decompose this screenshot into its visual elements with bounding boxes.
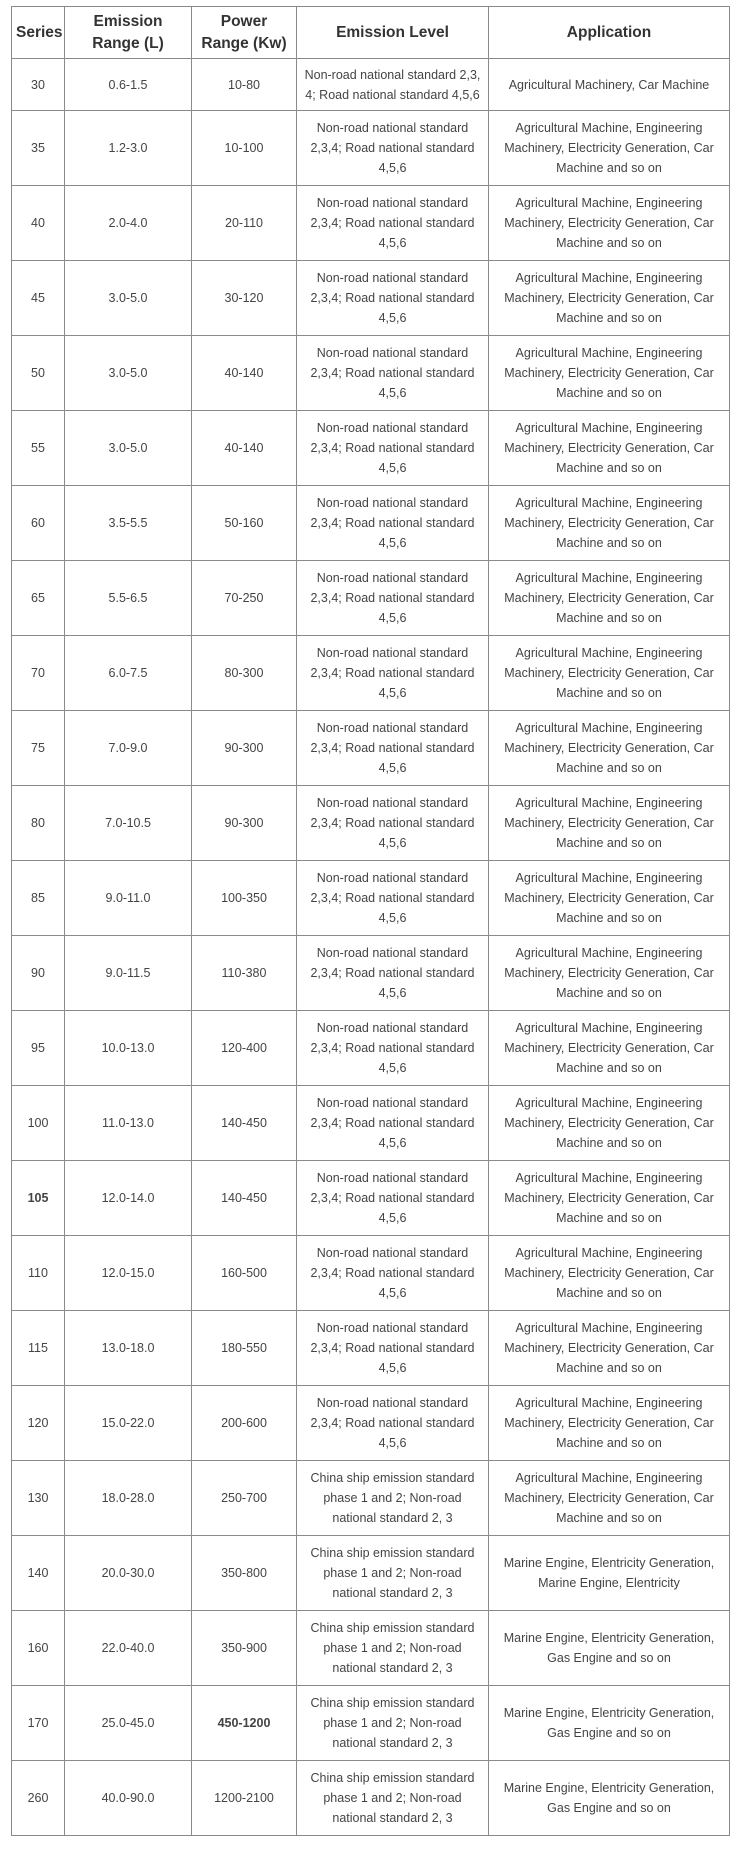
cell-emission-range: 0.6-1.5 <box>65 59 192 111</box>
spec-table-container <box>11 6 729 1836</box>
cell-power-range: 40-140 <box>192 336 297 411</box>
cell-application: Agricultural Machine, Engineering Machinery, Electricity Generation, Car Machine and so on <box>489 111 730 186</box>
table-row <box>12 186 730 261</box>
cell-emission-level: Non-road national standard 2,3, 4; Road national standard 4,5,6 <box>297 59 489 111</box>
cell-series: 85 <box>12 861 65 936</box>
table-row <box>12 261 730 336</box>
cell-application: Agricultural Machine, Engineering Machinery, Electricity Generation, Car Machine and so on <box>489 1236 730 1311</box>
cell-series: 170 <box>12 1686 65 1761</box>
cell-power-range: 90-300 <box>192 711 297 786</box>
cell-series: 80 <box>12 786 65 861</box>
cell-application: Marine Engine, Elentricity Generation, Gas Engine and so on <box>489 1686 730 1761</box>
cell-emission-range: 6.0-7.5 <box>65 636 192 711</box>
cell-emission-range: 9.0-11.5 <box>65 936 192 1011</box>
cell-emission-level: Non-road national standard 2,3,4; Road national standard 4,5,6 <box>297 1161 489 1236</box>
table-row <box>12 1536 730 1611</box>
cell-emission-level: Non-road national standard 2,3,4; Road national standard 4,5,6 <box>297 561 489 636</box>
cell-emission-range: 12.0-14.0 <box>65 1161 192 1236</box>
cell-application: Agricultural Machine, Engineering Machinery, Electricity Generation, Car Machine and so on <box>489 636 730 711</box>
cell-emission-range: 10.0-13.0 <box>65 1011 192 1086</box>
cell-series: 50 <box>12 336 65 411</box>
table-row <box>12 1236 730 1311</box>
cell-series: 110 <box>12 1236 65 1311</box>
cell-emission-level: Non-road national standard 2,3,4; Road national standard 4,5,6 <box>297 111 489 186</box>
cell-series: 120 <box>12 1386 65 1461</box>
table-row <box>12 411 730 486</box>
cell-emission-range: 40.0-90.0 <box>65 1761 192 1836</box>
cell-power-range: 30-120 <box>192 261 297 336</box>
cell-power-range: 180-550 <box>192 1311 297 1386</box>
cell-power-range: 10-80 <box>192 59 297 111</box>
cell-series: 115 <box>12 1311 65 1386</box>
cell-emission-level: Non-road national standard 2,3,4; Road national standard 4,5,6 <box>297 936 489 1011</box>
cell-emission-level: China ship emission standard phase 1 and 2; Non-road national standard 2, 3 <box>297 1461 489 1536</box>
header-emission-level: Emission Level <box>297 7 489 59</box>
cell-emission-range: 3.0-5.0 <box>65 261 192 336</box>
cell-emission-level: Non-road national standard 2,3,4; Road national standard 4,5,6 <box>297 786 489 861</box>
cell-series: 65 <box>12 561 65 636</box>
cell-series: 55 <box>12 411 65 486</box>
cell-power-range: 1200-2100 <box>192 1761 297 1836</box>
header-series: Series <box>12 7 65 59</box>
cell-emission-level: Non-road national standard 2,3,4; Road national standard 4,5,6 <box>297 1236 489 1311</box>
cell-emission-level: China ship emission standard phase 1 and 2; Non-road national standard 2, 3 <box>297 1761 489 1836</box>
cell-series: 30 <box>12 59 65 111</box>
cell-series: 160 <box>12 1611 65 1686</box>
cell-emission-range: 12.0-15.0 <box>65 1236 192 1311</box>
cell-series: 70 <box>12 636 65 711</box>
cell-series: 35 <box>12 111 65 186</box>
table-row <box>12 1461 730 1536</box>
cell-power-range: 90-300 <box>192 786 297 861</box>
table-row <box>12 1086 730 1161</box>
cell-emission-level: Non-road national standard 2,3,4; Road national standard 4,5,6 <box>297 1311 489 1386</box>
cell-emission-range: 13.0-18.0 <box>65 1311 192 1386</box>
cell-series: 95 <box>12 1011 65 1086</box>
table-row <box>12 561 730 636</box>
cell-series: 140 <box>12 1536 65 1611</box>
cell-series: 105 <box>12 1161 65 1236</box>
cell-emission-range: 7.0-10.5 <box>65 786 192 861</box>
cell-power-range: 10-100 <box>192 111 297 186</box>
cell-application: Agricultural Machinery, Car Machine <box>489 59 730 111</box>
cell-application: Agricultural Machine, Engineering Machinery, Electricity Generation, Car Machine and so on <box>489 1386 730 1461</box>
table-row <box>12 1761 730 1836</box>
table-row <box>12 1161 730 1236</box>
cell-application: Agricultural Machine, Engineering Machinery, Electricity Generation, Car Machine and so on <box>489 561 730 636</box>
cell-power-range: 450-1200 <box>192 1686 297 1761</box>
table-row <box>12 711 730 786</box>
cell-emission-level: Non-road national standard 2,3,4; Road national standard 4,5,6 <box>297 1386 489 1461</box>
table-row <box>12 636 730 711</box>
cell-power-range: 20-110 <box>192 186 297 261</box>
cell-emission-range: 18.0-28.0 <box>65 1461 192 1536</box>
cell-application: Marine Engine, Elentricity Generation, Gas Engine and so on <box>489 1611 730 1686</box>
cell-application: Marine Engine, Elentricity Generation, Gas Engine and so on <box>489 1761 730 1836</box>
cell-emission-level: China ship emission standard phase 1 and 2; Non-road national standard 2, 3 <box>297 1686 489 1761</box>
cell-power-range: 50-160 <box>192 486 297 561</box>
table-row <box>12 486 730 561</box>
cell-emission-level: Non-road national standard 2,3,4; Road national standard 4,5,6 <box>297 336 489 411</box>
cell-power-range: 100-350 <box>192 861 297 936</box>
cell-power-range: 250-700 <box>192 1461 297 1536</box>
cell-application: Agricultural Machine, Engineering Machinery, Electricity Generation, Car Machine and so on <box>489 411 730 486</box>
cell-power-range: 350-900 <box>192 1611 297 1686</box>
table-row <box>12 861 730 936</box>
header-emission-range: Emission Range (L) <box>65 7 192 59</box>
cell-power-range: 40-140 <box>192 411 297 486</box>
cell-emission-level: Non-road national standard 2,3,4; Road national standard 4,5,6 <box>297 486 489 561</box>
cell-emission-level: Non-road national standard 2,3,4; Road national standard 4,5,6 <box>297 1086 489 1161</box>
cell-power-range: 110-380 <box>192 936 297 1011</box>
cell-series: 45 <box>12 261 65 336</box>
cell-emission-level: China ship emission standard phase 1 and 2; Non-road national standard 2, 3 <box>297 1536 489 1611</box>
cell-application: Marine Engine, Elentricity Generation, Marine Engine, Elentricity <box>489 1536 730 1611</box>
cell-emission-level: China ship emission standard phase 1 and 2; Non-road national standard 2, 3 <box>297 1611 489 1686</box>
cell-series: 75 <box>12 711 65 786</box>
cell-emission-level: Non-road national standard 2,3,4; Road national standard 4,5,6 <box>297 861 489 936</box>
cell-application: Agricultural Machine, Engineering Machinery, Electricity Generation, Car Machine and so on <box>489 786 730 861</box>
cell-series: 100 <box>12 1086 65 1161</box>
cell-emission-level: Non-road national standard 2,3,4; Road national standard 4,5,6 <box>297 411 489 486</box>
cell-power-range: 70-250 <box>192 561 297 636</box>
engine-series-table <box>11 6 730 1836</box>
header-power-range: Power Range (Kw) <box>192 7 297 59</box>
cell-emission-level: Non-road national standard 2,3,4; Road national standard 4,5,6 <box>297 261 489 336</box>
table-row <box>12 59 730 111</box>
cell-application: Agricultural Machine, Engineering Machinery, Electricity Generation, Car Machine and so on <box>489 336 730 411</box>
cell-application: Agricultural Machine, Engineering Machinery, Electricity Generation, Car Machine and so on <box>489 1161 730 1236</box>
cell-emission-range: 3.5-5.5 <box>65 486 192 561</box>
cell-power-range: 140-450 <box>192 1086 297 1161</box>
table-row <box>12 1011 730 1086</box>
cell-application: Agricultural Machine, Engineering Machinery, Electricity Generation, Car Machine and so on <box>489 486 730 561</box>
cell-emission-range: 15.0-22.0 <box>65 1386 192 1461</box>
table-row <box>12 111 730 186</box>
table-row <box>12 786 730 861</box>
cell-emission-level: Non-road national standard 2,3,4; Road national standard 4,5,6 <box>297 636 489 711</box>
cell-application: Agricultural Machine, Engineering Machinery, Electricity Generation, Car Machine and so on <box>489 1461 730 1536</box>
cell-emission-level: Non-road national standard 2,3,4; Road national standard 4,5,6 <box>297 186 489 261</box>
cell-power-range: 160-500 <box>192 1236 297 1311</box>
cell-application: Agricultural Machine, Engineering Machinery, Electricity Generation, Car Machine and so on <box>489 936 730 1011</box>
table-row <box>12 336 730 411</box>
cell-application: Agricultural Machine, Engineering Machinery, Electricity Generation, Car Machine and so on <box>489 1011 730 1086</box>
cell-series: 60 <box>12 486 65 561</box>
cell-power-range: 120-400 <box>192 1011 297 1086</box>
cell-emission-range: 9.0-11.0 <box>65 861 192 936</box>
cell-emission-range: 22.0-40.0 <box>65 1611 192 1686</box>
cell-power-range: 200-600 <box>192 1386 297 1461</box>
cell-emission-level: Non-road national standard 2,3,4; Road national standard 4,5,6 <box>297 1011 489 1086</box>
cell-power-range: 80-300 <box>192 636 297 711</box>
table-row <box>12 1686 730 1761</box>
cell-application: Agricultural Machine, Engineering Machinery, Electricity Generation, Car Machine and so on <box>489 186 730 261</box>
cell-series: 90 <box>12 936 65 1011</box>
cell-application: Agricultural Machine, Engineering Machinery, Electricity Generation, Car Machine and so on <box>489 861 730 936</box>
cell-emission-range: 3.0-5.0 <box>65 411 192 486</box>
cell-power-range: 350-800 <box>192 1536 297 1611</box>
cell-series: 130 <box>12 1461 65 1536</box>
cell-emission-range: 11.0-13.0 <box>65 1086 192 1161</box>
table-row <box>12 936 730 1011</box>
cell-emission-range: 1.2-3.0 <box>65 111 192 186</box>
cell-emission-range: 7.0-9.0 <box>65 711 192 786</box>
cell-emission-range: 5.5-6.5 <box>65 561 192 636</box>
cell-emission-range: 3.0-5.0 <box>65 336 192 411</box>
cell-emission-range: 2.0-4.0 <box>65 186 192 261</box>
cell-series: 260 <box>12 1761 65 1836</box>
cell-emission-range: 20.0-30.0 <box>65 1536 192 1611</box>
cell-emission-level: Non-road national standard 2,3,4; Road national standard 4,5,6 <box>297 711 489 786</box>
table-header-row <box>12 7 730 59</box>
cell-application: Agricultural Machine, Engineering Machinery, Electricity Generation, Car Machine and so on <box>489 1086 730 1161</box>
cell-power-range: 140-450 <box>192 1161 297 1236</box>
table-row <box>12 1611 730 1686</box>
header-application: Application <box>489 7 730 59</box>
cell-application: Agricultural Machine, Engineering Machinery, Electricity Generation, Car Machine and so on <box>489 711 730 786</box>
cell-application: Agricultural Machine, Engineering Machinery, Electricity Generation, Car Machine and so on <box>489 261 730 336</box>
cell-emission-range: 25.0-45.0 <box>65 1686 192 1761</box>
table-row <box>12 1311 730 1386</box>
table-row <box>12 1386 730 1461</box>
cell-series: 40 <box>12 186 65 261</box>
cell-application: Agricultural Machine, Engineering Machinery, Electricity Generation, Car Machine and so on <box>489 1311 730 1386</box>
